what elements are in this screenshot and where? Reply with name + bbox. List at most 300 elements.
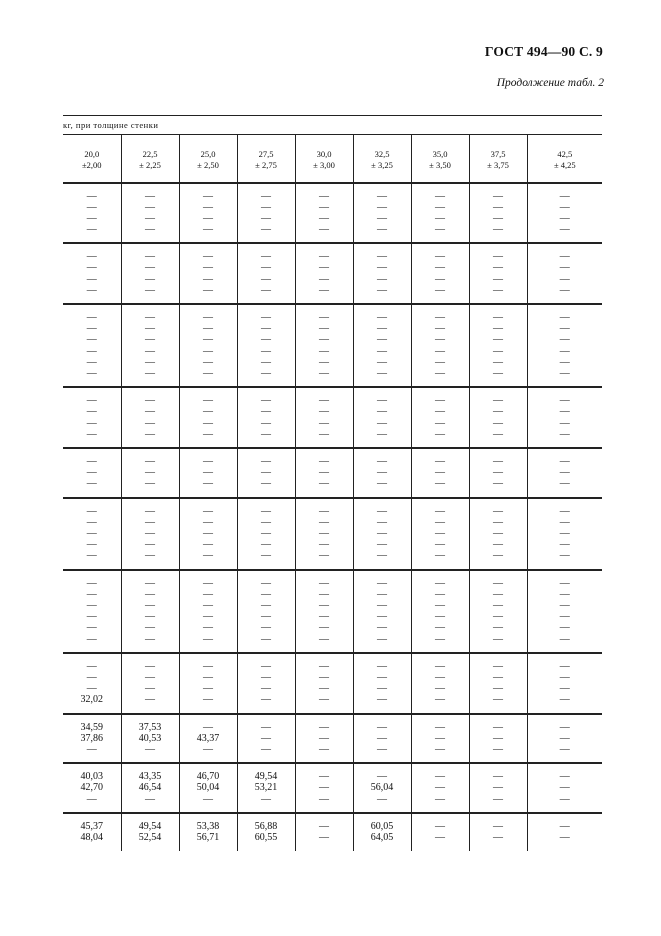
weight-value: — <box>319 323 329 335</box>
weight-value: — <box>559 312 570 324</box>
weight-value: — <box>203 284 213 296</box>
table-cell <box>121 243 179 304</box>
weight-value: — <box>435 550 445 562</box>
weight-value: — <box>261 600 271 612</box>
weight-value: — <box>319 672 329 684</box>
weight-value: — <box>319 744 329 756</box>
weight-value: — <box>86 334 97 346</box>
weight-value: — <box>319 224 329 236</box>
table-cell <box>469 653 527 714</box>
weight-value: — <box>86 212 97 224</box>
weight-value: — <box>203 793 213 805</box>
table-cell <box>179 304 237 387</box>
weight-value: — <box>435 539 445 551</box>
column-header-wall-thickness <box>527 135 602 183</box>
weight-value: — <box>145 622 155 634</box>
weight-value: — <box>559 633 570 645</box>
weight-value: — <box>377 550 387 562</box>
weight-value: — <box>145 672 155 684</box>
weight-value: — <box>319 345 329 357</box>
weight-value: — <box>377 201 387 213</box>
weight-value: — <box>435 577 445 589</box>
weight-value: — <box>319 550 329 562</box>
weight-value: — <box>145 428 155 440</box>
weight-value: — <box>559 406 570 418</box>
table-cell <box>63 448 121 498</box>
weight-value: — <box>86 273 97 285</box>
column-header-row <box>63 135 602 183</box>
table-cell <box>179 813 237 851</box>
weight-value: 60,05 <box>370 820 394 832</box>
weight-value: — <box>559 516 570 528</box>
weight-value: — <box>377 284 387 296</box>
weight-value: — <box>493 539 503 551</box>
weight-value: — <box>493 694 503 706</box>
weight-value: — <box>559 820 570 832</box>
page-header: ГОСТ 494—90 С. 9 <box>484 44 603 59</box>
weight-value: — <box>145 406 155 418</box>
table-cell <box>353 243 411 304</box>
weight-value: — <box>377 611 387 623</box>
weight-value: — <box>493 744 503 756</box>
weight-value: — <box>145 588 155 600</box>
weight-value: — <box>203 577 213 589</box>
weight-value: — <box>203 323 213 335</box>
weight-value: 53,38 <box>196 820 220 832</box>
weight-value: — <box>203 456 213 468</box>
weight-value: — <box>261 732 271 744</box>
table-cell <box>237 763 295 813</box>
weight-value: — <box>559 721 570 733</box>
weight-value: — <box>86 456 97 468</box>
weight-value: — <box>145 550 155 562</box>
weight-value: — <box>261 721 271 733</box>
weight-value: — <box>319 588 329 600</box>
weight-value: — <box>86 417 97 429</box>
weight-value: 60,55 <box>254 832 278 844</box>
weight-value: — <box>261 334 271 346</box>
weight-value: — <box>319 417 329 429</box>
table-cell <box>411 498 469 570</box>
weight-value: — <box>203 744 213 756</box>
weight-value: — <box>86 539 97 551</box>
weight-value: — <box>559 334 570 346</box>
table-cell <box>237 243 295 304</box>
weight-value: — <box>145 694 155 706</box>
table-cell <box>121 183 179 244</box>
weight-value: — <box>493 660 503 672</box>
weight-value: — <box>203 273 213 285</box>
weight-value: — <box>203 721 213 733</box>
weight-value: 42,70 <box>80 782 103 794</box>
weight-value: — <box>435 212 445 224</box>
table-cell <box>63 183 121 244</box>
table-cell <box>353 498 411 570</box>
table-cell <box>527 448 602 498</box>
weight-value: — <box>435 224 445 236</box>
weight-value: — <box>145 505 155 517</box>
weight-value: — <box>493 516 503 528</box>
column-header-wall-thickness <box>121 135 179 183</box>
weight-value: — <box>145 528 155 540</box>
weight-value: — <box>261 224 271 236</box>
weight-value: — <box>319 782 329 794</box>
weight-value: — <box>86 406 97 418</box>
table-cell <box>469 498 527 570</box>
weight-value: 40,53 <box>138 732 162 744</box>
table-cell <box>527 763 602 813</box>
weight-value: — <box>319 539 329 551</box>
table-cell <box>353 653 411 714</box>
weight-value: — <box>145 600 155 612</box>
weight-value: — <box>203 251 213 263</box>
weight-value: — <box>203 224 213 236</box>
weight-value: — <box>377 467 387 479</box>
table-cell <box>121 387 179 448</box>
weight-value: — <box>493 406 503 418</box>
wall-thickness-value: 25,0 <box>200 149 216 159</box>
weight-value: 32,02 <box>80 694 103 706</box>
column-header-wall-thickness <box>353 135 411 183</box>
weight-value: — <box>377 683 387 695</box>
weight-value: — <box>145 323 155 335</box>
table-cell <box>527 813 602 851</box>
weight-value: — <box>203 417 213 429</box>
weight-value: 48,04 <box>80 832 103 844</box>
weight-value: — <box>559 467 570 479</box>
weight-value: — <box>559 832 570 844</box>
weight-value: — <box>203 428 213 440</box>
weight-value: — <box>145 368 155 380</box>
weight-value: — <box>559 660 570 672</box>
weight-value: 46,70 <box>196 771 220 783</box>
column-header-wall-thickness <box>295 135 353 183</box>
weight-value: — <box>86 505 97 517</box>
table-cell <box>469 714 527 764</box>
weight-value: — <box>319 683 329 695</box>
weight-value: — <box>203 334 213 346</box>
table-title: кг, при толщине стенки <box>63 116 602 135</box>
table-cell <box>411 387 469 448</box>
weight-value: — <box>319 262 329 274</box>
table-cell <box>179 763 237 813</box>
table-cell <box>411 448 469 498</box>
weight-value: — <box>435 694 445 706</box>
table-cell <box>295 813 353 851</box>
table-cell <box>527 304 602 387</box>
table-cell <box>237 714 295 764</box>
table-cell <box>295 763 353 813</box>
weight-value: — <box>203 212 213 224</box>
column-header-wall-thickness <box>469 135 527 183</box>
weight-value: — <box>86 660 97 672</box>
weight-value: — <box>435 793 445 805</box>
weight-value: — <box>203 539 213 551</box>
table-cell <box>411 183 469 244</box>
weight-value: — <box>559 368 570 380</box>
weight-value: — <box>145 356 155 368</box>
table-cell <box>63 763 121 813</box>
weight-value: — <box>559 550 570 562</box>
table-cell <box>295 243 353 304</box>
wall-thickness-value: 32,5 <box>374 149 390 159</box>
weight-value: — <box>86 588 97 600</box>
weight-value: — <box>559 478 570 490</box>
table-cell <box>121 448 179 498</box>
weight-value: — <box>203 312 213 324</box>
weight-value: — <box>493 334 503 346</box>
weight-value: — <box>493 312 503 324</box>
weight-value: 43,35 <box>138 771 162 783</box>
weight-value: — <box>261 505 271 517</box>
weight-value: — <box>145 577 155 589</box>
weight-value: — <box>493 428 503 440</box>
weight-value: — <box>435 744 445 756</box>
wall-thickness-value: 27,5 <box>258 149 274 159</box>
table-cell <box>179 183 237 244</box>
weight-value: — <box>145 224 155 236</box>
weight-value: — <box>261 284 271 296</box>
table-cell <box>237 498 295 570</box>
weight-value: — <box>559 284 570 296</box>
weight-value: — <box>86 577 97 589</box>
weight-value: — <box>319 611 329 623</box>
weight-value: — <box>319 312 329 324</box>
table-cell <box>469 448 527 498</box>
weight-value: — <box>435 428 445 440</box>
weight-value: — <box>559 528 570 540</box>
weight-value: — <box>319 368 329 380</box>
weight-value: — <box>493 273 503 285</box>
weight-value: — <box>203 588 213 600</box>
table-row-group <box>63 570 602 653</box>
table-cell <box>353 183 411 244</box>
table-cell <box>121 763 179 813</box>
weight-value: — <box>377 428 387 440</box>
table-row-group <box>63 448 602 498</box>
weight-value: — <box>435 633 445 645</box>
weight-value: — <box>86 312 97 324</box>
weight-value: — <box>435 312 445 324</box>
table-cell <box>63 498 121 570</box>
weight-value: 56,04 <box>370 782 394 794</box>
weight-value: — <box>261 368 271 380</box>
weight-value: — <box>377 622 387 634</box>
weight-value: — <box>435 622 445 634</box>
table-cell <box>121 304 179 387</box>
weight-value: — <box>86 683 97 695</box>
weight-value: — <box>261 550 271 562</box>
weight-value: — <box>86 345 97 357</box>
weight-value: — <box>435 334 445 346</box>
weight-value: — <box>377 478 387 490</box>
weight-value: — <box>493 456 503 468</box>
weight-value: — <box>435 820 445 832</box>
weight-value: — <box>377 406 387 418</box>
wall-thickness-value: 22,5 <box>142 149 158 159</box>
table-cell <box>63 570 121 653</box>
weight-value: 64,05 <box>370 832 394 844</box>
weight-value: — <box>261 273 271 285</box>
weight-value: — <box>377 356 387 368</box>
weight-value: — <box>261 212 271 224</box>
table-cell <box>411 813 469 851</box>
table-cell <box>469 570 527 653</box>
weight-value: — <box>86 672 97 684</box>
weight-value: 37,86 <box>80 732 103 744</box>
wall-thickness-tolerance: ± 2,75 <box>255 160 277 171</box>
weight-value: — <box>493 395 503 407</box>
weight-value: — <box>203 611 213 623</box>
table-cell <box>179 387 237 448</box>
weight-value: — <box>559 611 570 623</box>
weight-value: — <box>435 368 445 380</box>
weight-value: — <box>377 323 387 335</box>
weight-value: — <box>435 395 445 407</box>
weight-value: — <box>203 600 213 612</box>
table-cell <box>295 653 353 714</box>
table-cell <box>469 243 527 304</box>
weight-value: — <box>377 224 387 236</box>
table-cell <box>527 387 602 448</box>
weight-value: — <box>86 395 97 407</box>
weight-value: — <box>559 600 570 612</box>
weight-value: — <box>86 516 97 528</box>
table-cell <box>353 763 411 813</box>
table-cell <box>353 387 411 448</box>
table-row-group <box>63 714 602 764</box>
column-header-wall-thickness <box>63 135 121 183</box>
weight-value: — <box>559 417 570 429</box>
table-cell <box>295 304 353 387</box>
weight-value: — <box>435 456 445 468</box>
table-cell <box>469 763 527 813</box>
weight-value: 43,37 <box>196 732 220 744</box>
wall-thickness-value: 42,5 <box>557 149 573 159</box>
weight-value: 49,54 <box>138 820 162 832</box>
weight-value: — <box>145 395 155 407</box>
weight-value: — <box>261 694 271 706</box>
weight-value: — <box>203 467 213 479</box>
weight-value: — <box>377 395 387 407</box>
table-cell <box>237 387 295 448</box>
weight-value: — <box>493 224 503 236</box>
wall-thickness-tolerance: ±2,00 <box>81 160 102 171</box>
weight-value: 34,59 <box>80 721 103 733</box>
weight-value: — <box>145 744 155 756</box>
table-cell <box>179 448 237 498</box>
table-row-group <box>63 243 602 304</box>
weight-value: — <box>319 622 329 634</box>
weight-value: — <box>86 744 97 756</box>
weight-value: 52,54 <box>138 832 162 844</box>
weight-value: — <box>145 334 155 346</box>
weight-value: — <box>203 505 213 517</box>
weight-value: 56,88 <box>254 820 278 832</box>
weight-value: — <box>319 633 329 645</box>
weight-value: — <box>559 190 570 202</box>
table-cell <box>237 304 295 387</box>
weight-value: — <box>377 660 387 672</box>
weight-value: — <box>435 732 445 744</box>
weight-value: — <box>377 368 387 380</box>
table-cell <box>237 653 295 714</box>
table-row-group <box>63 183 602 244</box>
wall-thickness-value: 35,0 <box>432 149 448 159</box>
weight-value: — <box>493 611 503 623</box>
weight-value: — <box>261 683 271 695</box>
wall-thickness-tolerance: ± 2,25 <box>139 160 161 171</box>
weight-value: — <box>435 516 445 528</box>
table-row-group <box>63 387 602 448</box>
weight-value: — <box>435 672 445 684</box>
table-cell <box>527 570 602 653</box>
weight-value: — <box>319 251 329 263</box>
weight-value: — <box>86 251 97 263</box>
weight-value: — <box>435 467 445 479</box>
weight-value: — <box>319 505 329 517</box>
weight-value: — <box>203 550 213 562</box>
weight-value: — <box>145 660 155 672</box>
table-cell <box>121 498 179 570</box>
weight-value: — <box>559 262 570 274</box>
weight-value: — <box>493 262 503 274</box>
weight-value: — <box>145 262 155 274</box>
weight-value: — <box>203 694 213 706</box>
table-cell <box>295 448 353 498</box>
weight-value: — <box>86 622 97 634</box>
weight-value: — <box>261 417 271 429</box>
weight-value: — <box>319 694 329 706</box>
table-cell <box>63 653 121 714</box>
weight-value: — <box>261 323 271 335</box>
weight-value: — <box>203 190 213 202</box>
weight-value: — <box>559 212 570 224</box>
weight-value: — <box>86 550 97 562</box>
weight-value: 37,53 <box>138 721 162 733</box>
weight-value: — <box>319 284 329 296</box>
weight-value: — <box>319 428 329 440</box>
weight-value: — <box>559 273 570 285</box>
weight-value: — <box>86 611 97 623</box>
weight-value: — <box>261 312 271 324</box>
weight-value: 49,54 <box>254 771 278 783</box>
table-cell <box>179 498 237 570</box>
weight-value: — <box>203 622 213 634</box>
table-row-group <box>63 653 602 714</box>
weight-value: — <box>377 771 387 783</box>
weight-value: — <box>145 273 155 285</box>
table-cell <box>179 714 237 764</box>
weight-value: — <box>319 793 329 805</box>
weight-value: — <box>493 683 503 695</box>
weight-value: — <box>377 345 387 357</box>
weight-value: — <box>377 417 387 429</box>
weight-value: — <box>377 793 387 805</box>
weight-value: — <box>319 467 329 479</box>
weight-value: — <box>145 190 155 202</box>
weight-value: — <box>261 633 271 645</box>
column-header-wall-thickness <box>179 135 237 183</box>
weight-value: — <box>559 672 570 684</box>
wall-thickness-value: 37,5 <box>490 149 506 159</box>
table-cell <box>353 304 411 387</box>
weight-value: — <box>145 539 155 551</box>
weight-value: — <box>435 190 445 202</box>
weight-value: — <box>559 588 570 600</box>
weight-value: — <box>559 356 570 368</box>
table-cell <box>527 183 602 244</box>
